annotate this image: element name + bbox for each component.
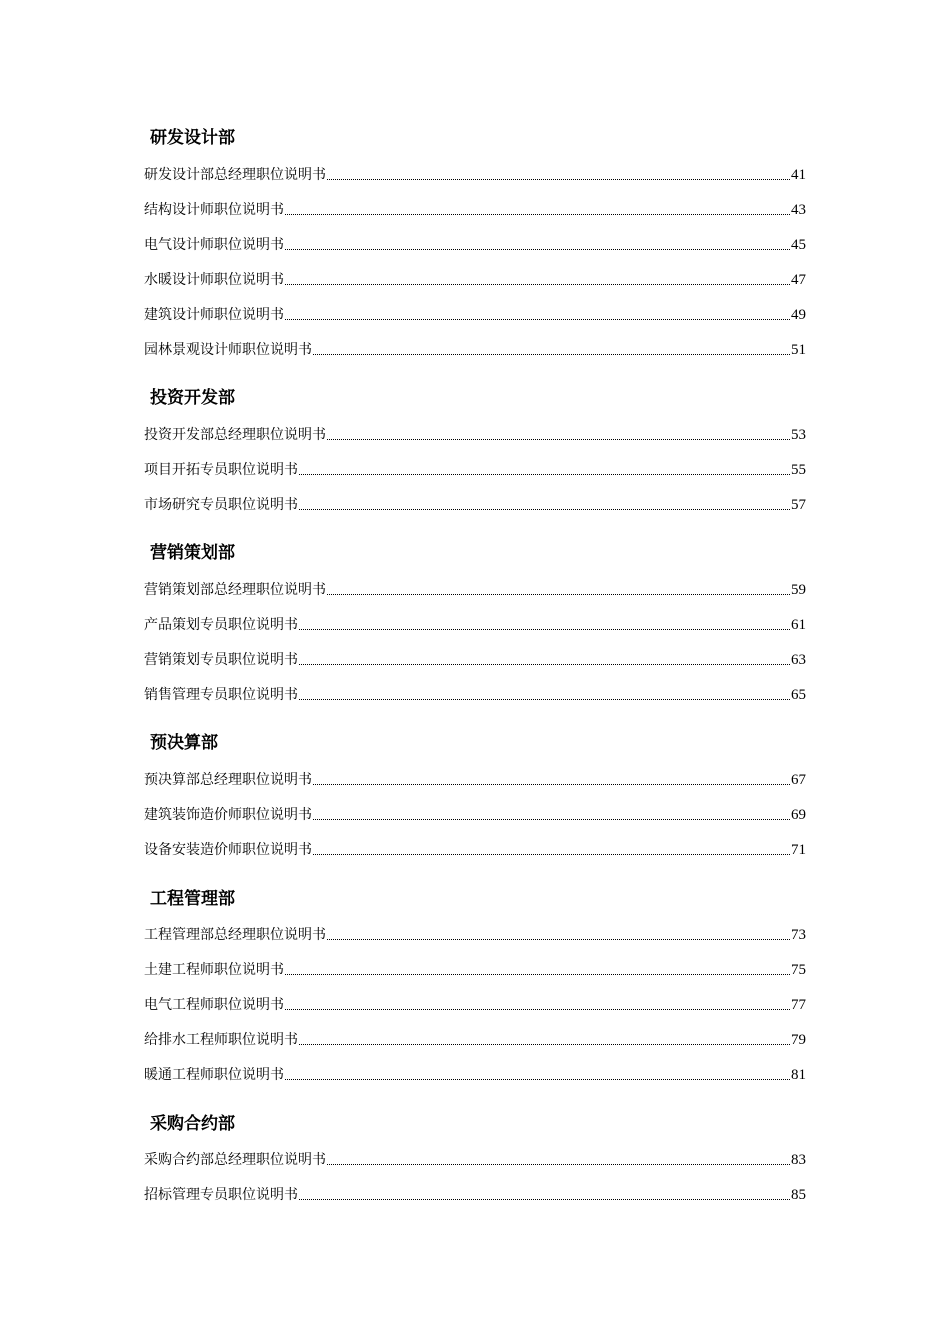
dot-leader xyxy=(327,594,790,595)
dot-leader xyxy=(285,319,790,320)
dot-leader xyxy=(285,974,790,975)
entry-title: 电气设计师职位说明书 xyxy=(144,237,284,253)
toc-entry[interactable] xyxy=(144,615,806,635)
page-number: 51 xyxy=(791,342,806,358)
entry-title: 市场研究专员职位说明书 xyxy=(144,497,298,513)
entry-title: 暖通工程师职位说明书 xyxy=(144,1067,284,1083)
page-number: 63 xyxy=(791,652,806,668)
page-number: 47 xyxy=(791,272,806,288)
dot-leader xyxy=(299,664,790,665)
page-number: 59 xyxy=(791,582,806,598)
toc-entry[interactable] xyxy=(144,805,806,825)
dot-leader xyxy=(285,1079,790,1080)
dot-leader xyxy=(313,354,790,355)
page-number: 49 xyxy=(791,307,806,323)
toc-entry[interactable] xyxy=(144,1065,806,1085)
dot-leader xyxy=(313,819,790,820)
toc-entry[interactable] xyxy=(144,925,806,945)
entry-title: 研发设计部总经理职位说明书 xyxy=(144,167,326,183)
toc-entry[interactable] xyxy=(144,995,806,1015)
section-title: 研发设计部 xyxy=(150,128,235,148)
page-number: 45 xyxy=(791,237,806,253)
dot-leader xyxy=(299,1044,790,1045)
page-number: 65 xyxy=(791,687,806,703)
toc-entry[interactable] xyxy=(144,770,806,790)
toc-entry[interactable] xyxy=(144,340,806,360)
dot-leader xyxy=(299,1199,790,1200)
page-number: 83 xyxy=(791,1152,806,1168)
page-number: 69 xyxy=(791,807,806,823)
entry-title: 给排水工程师职位说明书 xyxy=(144,1032,298,1048)
page-number: 43 xyxy=(791,202,806,218)
entry-title: 设备安装造价师职位说明书 xyxy=(144,842,312,858)
dot-leader xyxy=(299,509,790,510)
dot-leader xyxy=(285,214,790,215)
dot-leader xyxy=(285,249,790,250)
entry-title: 销售管理专员职位说明书 xyxy=(144,687,298,703)
entry-title: 预决算部总经理职位说明书 xyxy=(144,772,312,788)
entry-title: 土建工程师职位说明书 xyxy=(144,962,284,978)
toc-entry[interactable] xyxy=(144,960,806,980)
section-title: 采购合约部 xyxy=(150,1114,235,1134)
entry-title: 投资开发部总经理职位说明书 xyxy=(144,427,326,443)
dot-leader xyxy=(327,939,790,940)
toc-entry[interactable] xyxy=(144,425,806,445)
toc-entry[interactable] xyxy=(144,1150,806,1170)
section-title: 预决算部 xyxy=(150,733,218,753)
entry-title: 工程管理部总经理职位说明书 xyxy=(144,927,326,943)
toc-entry[interactable] xyxy=(144,1185,806,1205)
dot-leader xyxy=(327,1164,790,1165)
section-title: 投资开发部 xyxy=(150,388,235,408)
page-number: 85 xyxy=(791,1187,806,1203)
page-number: 75 xyxy=(791,962,806,978)
toc-entry[interactable] xyxy=(144,165,806,185)
toc-entry[interactable] xyxy=(144,200,806,220)
toc-entry[interactable] xyxy=(144,270,806,290)
entry-title: 结构设计师职位说明书 xyxy=(144,202,284,218)
toc-entry[interactable] xyxy=(144,840,806,860)
dot-leader xyxy=(299,629,790,630)
page-number: 41 xyxy=(791,167,806,183)
page-number: 61 xyxy=(791,617,806,633)
entry-title: 建筑装饰造价师职位说明书 xyxy=(144,807,312,823)
entry-title: 园林景观设计师职位说明书 xyxy=(144,342,312,358)
toc-entry[interactable] xyxy=(144,580,806,600)
entry-title: 项目开拓专员职位说明书 xyxy=(144,462,298,478)
entry-title: 营销策划专员职位说明书 xyxy=(144,652,298,668)
entry-title: 电气工程师职位说明书 xyxy=(144,997,284,1013)
entry-title: 招标管理专员职位说明书 xyxy=(144,1187,298,1203)
entry-title: 水暖设计师职位说明书 xyxy=(144,272,284,288)
dot-leader xyxy=(285,1009,790,1010)
page-number: 73 xyxy=(791,927,806,943)
toc-entry[interactable] xyxy=(144,460,806,480)
entry-title: 产品策划专员职位说明书 xyxy=(144,617,298,633)
dot-leader xyxy=(327,439,790,440)
dot-leader xyxy=(327,179,790,180)
entry-title: 营销策划部总经理职位说明书 xyxy=(144,582,326,598)
page-number: 55 xyxy=(791,462,806,478)
page-number: 67 xyxy=(791,772,806,788)
dot-leader xyxy=(299,699,790,700)
entry-title: 采购合约部总经理职位说明书 xyxy=(144,1152,326,1168)
page-number: 77 xyxy=(791,997,806,1013)
toc-entry[interactable] xyxy=(144,685,806,705)
dot-leader xyxy=(285,284,790,285)
section-title: 营销策划部 xyxy=(150,543,235,563)
page-number: 57 xyxy=(791,497,806,513)
page-number: 53 xyxy=(791,427,806,443)
page-number: 81 xyxy=(791,1067,806,1083)
toc-entry[interactable] xyxy=(144,1030,806,1050)
dot-leader xyxy=(299,474,790,475)
toc-entry[interactable] xyxy=(144,305,806,325)
page-number: 79 xyxy=(791,1032,806,1048)
page-number: 71 xyxy=(791,842,806,858)
entry-title: 建筑设计师职位说明书 xyxy=(144,307,284,323)
section-title: 工程管理部 xyxy=(150,889,235,909)
dot-leader xyxy=(313,854,790,855)
toc-entry[interactable] xyxy=(144,235,806,255)
toc-entry[interactable] xyxy=(144,495,806,515)
dot-leader xyxy=(313,784,790,785)
toc-entry[interactable] xyxy=(144,650,806,670)
